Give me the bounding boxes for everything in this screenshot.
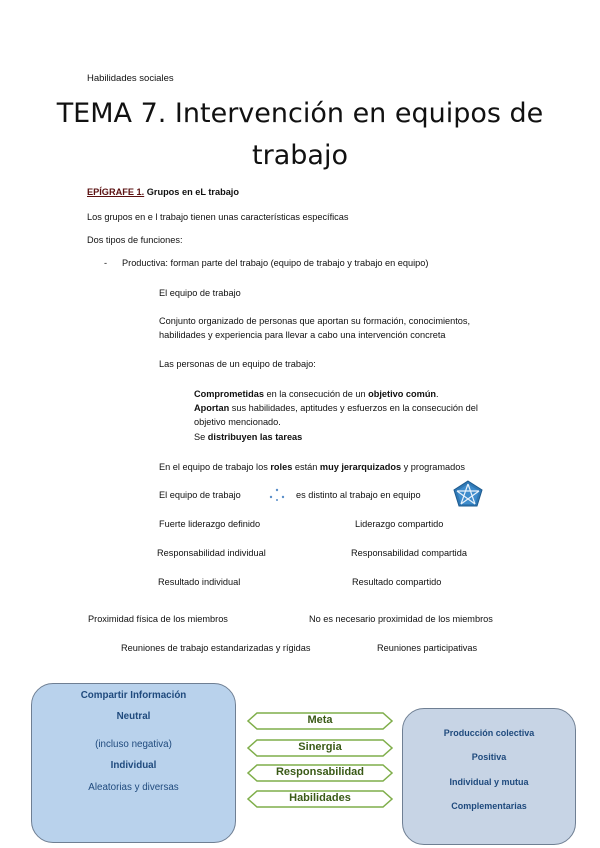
arrow-responsabilidad-label: Responsabilidad [275, 766, 365, 778]
item-distribuyen: Se distribuyen las tareas [194, 432, 303, 442]
row4-left: Proximidad física de los miembros [88, 614, 228, 624]
comparison-left-title: El equipo de trabajo [159, 490, 241, 500]
right-box-line4: Complementarias [451, 801, 527, 811]
left-box-line3: (incluso negativa) [95, 739, 172, 750]
item-aportan: Aportan sus habilidades, aptitudes y esfuerzos en la consecución del [194, 403, 478, 413]
group-characteristics-box [31, 683, 236, 843]
intro-text: Los grupos en e l trabajo tienen unas características específicas [87, 212, 349, 222]
arrow-sinergia-label: Sinergia [298, 741, 342, 753]
comparison-right-title: es distinto al trabajo en equipo [296, 490, 421, 500]
right-box-line3: Individual y mutua [449, 777, 529, 787]
row4-right: No es necesario proximidad de los miembros [309, 614, 493, 624]
row3-left: Resultado individual [158, 577, 241, 587]
item-aportan-cont: objetivo mencionado. [194, 417, 281, 427]
roles-text: En el equipo de trabajo los roles están muy jerarquizados y programados [159, 462, 465, 472]
row2-right: Responsabilidad compartida [351, 548, 467, 558]
row1-left: Fuerte liderazgo definido [159, 519, 261, 529]
definition-line1: Conjunto organizado de personas que aportan su formación, conocimientos, [159, 316, 471, 326]
team-characteristics-box [402, 708, 576, 845]
bullet-text: Productiva: forman parte del trabajo (equipo de trabajo y trabajo en equipo) [122, 258, 429, 268]
left-box-line2: Neutral [116, 711, 151, 722]
arrow-meta [247, 712, 393, 730]
personas-text: Las personas de un equipo de trabajo: [159, 359, 316, 369]
right-box-line2: Positiva [471, 752, 507, 762]
epigrafe-text: Grupos en eL trabajo [144, 187, 239, 197]
left-box-line4: Individual [110, 760, 157, 771]
row5-right: Reuniones participativas [377, 643, 478, 653]
arrow-meta-label: Meta [307, 714, 333, 726]
left-box-line1: Compartir Información [80, 690, 187, 701]
network-icon [452, 480, 484, 513]
equipo-heading: El equipo de trabajo [159, 288, 241, 298]
arrow-habilidades [247, 790, 393, 808]
page-title-line2: trabajo [252, 140, 348, 171]
row1-right: Liderazgo compartido [355, 519, 444, 529]
page-title-line1: TEMA 7. Intervención en equipos de [56, 98, 544, 129]
arrow-responsabilidad [247, 764, 393, 782]
left-box-line5: Aleatorias y diversas [88, 782, 179, 793]
arrow-habilidades-label: Habilidades [289, 792, 351, 804]
functions-text: Dos tipos de funciones: [87, 235, 183, 245]
epigrafe-label: EPÍGRAFE 1. [87, 187, 145, 197]
right-box-line1: Producción colectiva [443, 728, 535, 738]
arrow-sinergia [247, 739, 393, 757]
row3-right: Resultado compartido [352, 577, 442, 587]
row5-left: Reuniones de trabajo estandarizadas y rígidas [121, 643, 311, 653]
dots-icon [268, 487, 286, 508]
subject-header: Habilidades sociales [87, 73, 174, 84]
bullet-marker: - [104, 258, 108, 268]
definition-line2: habilidades y experiencia para llevar a cabo una intervención concreta [159, 330, 446, 340]
row2-left: Responsabilidad individual [157, 548, 266, 558]
section-heading [87, 187, 239, 197]
item-comprometidas: Comprometidas en la consecución de un objetivo común. [194, 389, 439, 399]
